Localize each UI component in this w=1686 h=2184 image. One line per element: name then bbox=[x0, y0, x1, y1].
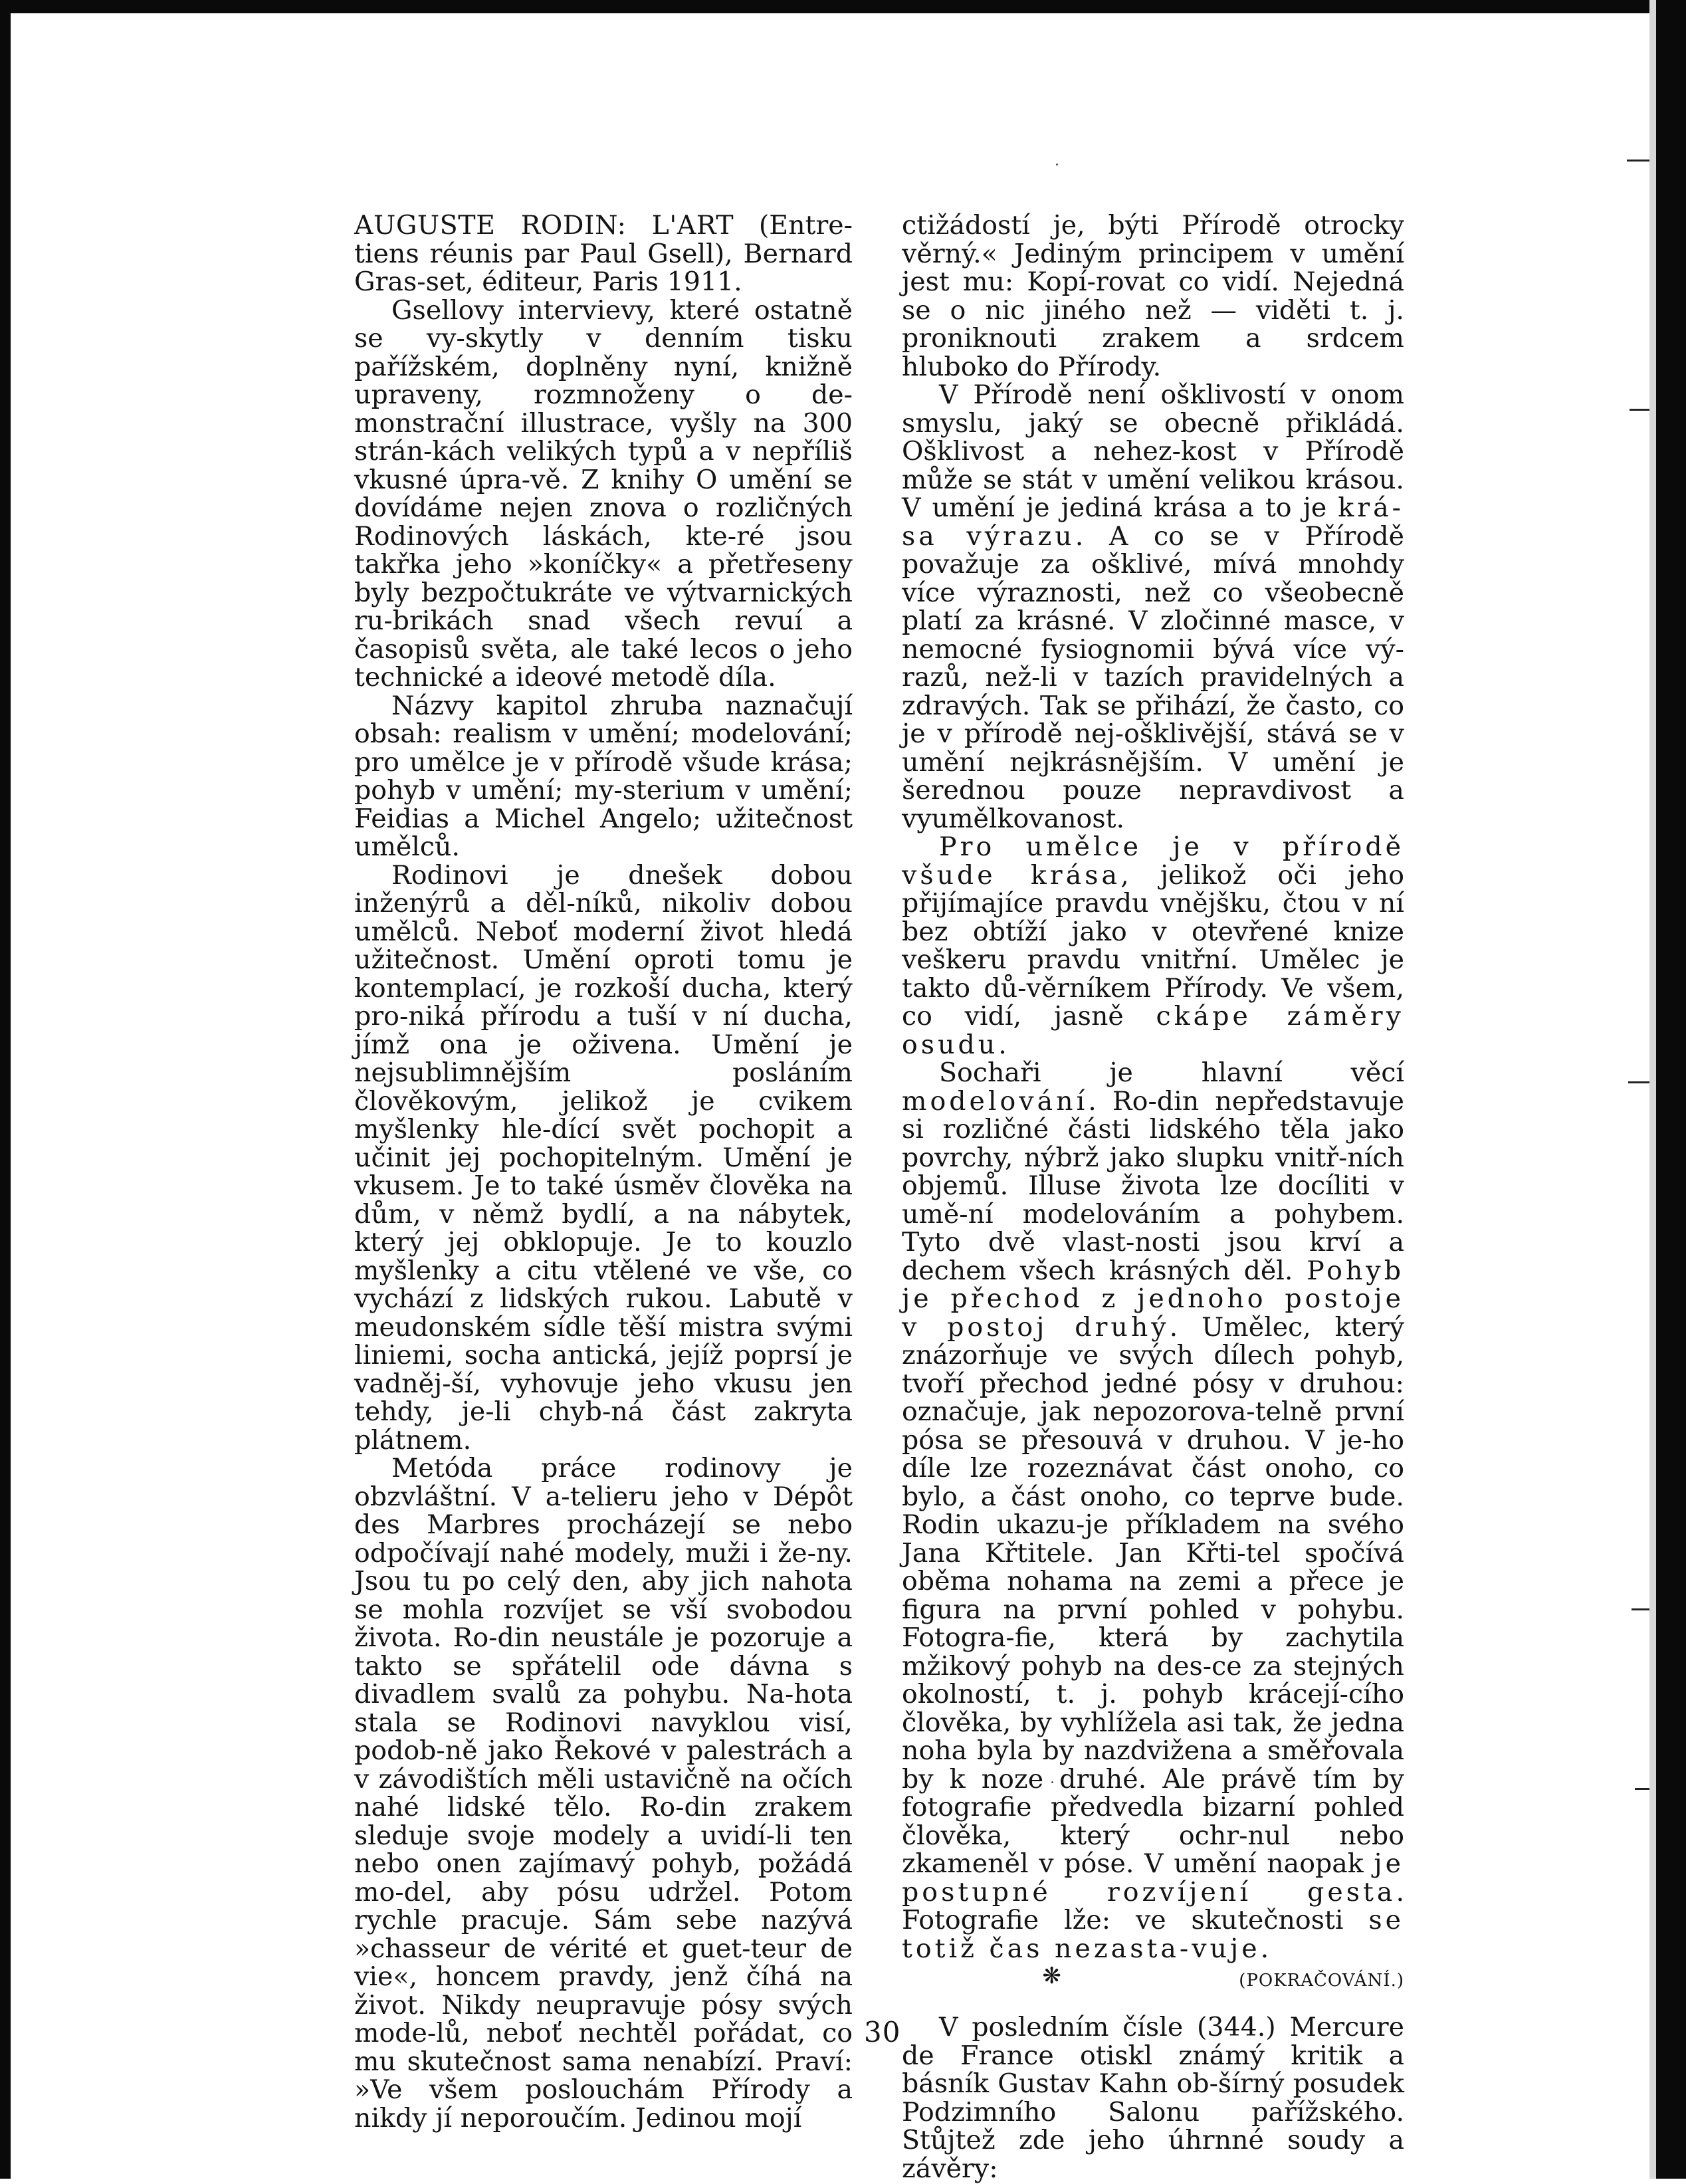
text-run: . bbox=[1260, 1933, 1269, 1964]
emphasis-spaced: Pro umělce je v přírodě všude krása bbox=[902, 831, 1404, 891]
text-run: . Ro-din nepředstavuje si rozličné části lidského těla jako povrchy, nýbrž jako slupku vnitř-ních objemů. Illuse života lze docíliti v umě-ní modelováním a pohybem. Tyto dvě vlast-nosti jsou krví a dechem všech krásných děl. bbox=[902, 1085, 1404, 1286]
edge-mark bbox=[1628, 1081, 1649, 1083]
edge-mark bbox=[1632, 1608, 1649, 1610]
emphasis-spaced: krá-sa výrazu bbox=[902, 492, 1404, 552]
emphasis-spaced: modelování bbox=[902, 1085, 1089, 1117]
emphasis-spaced: se totiž čas nezasta-vuje bbox=[902, 1905, 1404, 1964]
emphasis-spaced: Pohyb je přechod z jednoho postoje v postoj druhý bbox=[902, 1255, 1404, 1343]
paragraph: V posledním čísle (344.) Mercure de France otiskl známý kritik a básník Gustav Kahn ob-šírný posudek Podzimního Salonu pařížského. Stůjtež zde jeho úhrnné soudy a závěry: bbox=[902, 2012, 1404, 2184]
continued-label: (POKRAČOVÁNÍ.) bbox=[1239, 1971, 1404, 1991]
paragraph: ctižádostí je, býti Přírodě otrocky věrný.« Jediným principem v umění jest mu: Kopí-rovat co vidí. Nejedná se o nic jiného než — viděti t. j. proniknouti zrakem a srdcem hluboko do Přírody. bbox=[902, 210, 1404, 382]
paragraph bbox=[902, 381, 1404, 833]
article-title: AUGUSTE RODIN: L'ART bbox=[354, 210, 734, 241]
emphasis-spaced: je postupné rozvíjení gesta bbox=[902, 1848, 1404, 1908]
scan-border-left bbox=[0, 0, 11, 2179]
emphasis-spaced: ckápe záměry osudu bbox=[902, 1001, 1404, 1060]
text-run: , jelikož oči jeho přijímajíce pravdu vnějšku, čtou v ní bez obtíží jako v otevřené knize veškeru pravdu vnitřní. Umělec je takto dů-věrníkem Přírody. Ve všem, co vidí, jasně bbox=[902, 859, 1404, 1032]
paragraph: Gsellovy intervievy, které ostatně se vy-skytly v denním tisku pařížském, doplněny nyní, knižně upraveny, rozmnoženy o de-monstrační illustrace, vyšly na 300 strán-kách velikých typů a v nepříliš vkusné úpra-vě. Z knihy O umění se dovídáme nejen znova o rozličných Rodinových láskách, kte-ré jsou takřka jeho »koníčky« a přetřeseny byly bezpočtukráte ve výtvarnických ru-brikách snad všech revuí a časopisů světa, ale také lecos o jeho technické a ideové metodě díla. bbox=[354, 294, 853, 693]
edge-mark bbox=[1627, 160, 1649, 162]
left-column bbox=[354, 211, 853, 2132]
text-run: V Přírodě není ošklivostí v onom smyslu, jaký se obecně přikládá. Ošklivost a nehez-kost v Přírodě může se stát v umění velikou krásou. V umění je jediná krása a to je bbox=[902, 380, 1404, 523]
edge-mark bbox=[1630, 409, 1649, 411]
page-number: 30 bbox=[864, 2016, 901, 2048]
asterism-divider: ❋ bbox=[1042, 1963, 1061, 1989]
paragraph: Metóda práce rodinovy je obzvláštní. V a-telieru jeho v Dépôt des Marbres procházejí se nebo odpočívají nahé modely, muži i že-ny. Jsou tu po celý den, aby jich nahota se mohla rozvíjet se vší svobodou života. Ro-din neustále je pozoruje a takto se spřátelil ode dávna s divadlem svalů za pohybu. Na-hota stala se Rodinovi navyklou visí, podob-ně jako Řekové v palestrách a v závodištích měli ustavičně na očích nahé lidské tělo. Ro-din zrakem sleduje svoje modely a uvidí-li ten nebo onen zajímavý pohyb, požádá mo-del, aby pósu udržel. Potom rychle pracuje. Sám sebe nazývá »chasseur de vérité et guet-teur de vie«, honcem pravdy, jenž číhá na život. Nikdy neupravuje pósy svých mode-lů, neboť nechtěl pořádat, co mu skutečnost sama nenabízí. Praví: »Ve všem poslouchám Přírody a nikdy jí neporoučím. Jedinou mojí bbox=[354, 1453, 853, 2133]
page-edge-shadow bbox=[1649, 0, 1656, 2179]
text-run: . Umělec, který znázorňuje ve svých dílech pohyb, tvoří přechod jedné pósy v druhou: označuje, jak nepozorova-telně první pósa se přesouvá v druhou. V je-ho díle lze rozeznávat část onoho, co bylo, a část onoho, co teprve bude. Rodin ukazu-je příkladem na svého Jana Křtitele. Jan Křti-tel spočívá oběma nohama na zemi a přece je figura na první pohled v pohybu. Fotogra-fie, která by zachytila mžikový pohyb na des-ce za stejných okolností, t. j. pohyb krácejí-cího člověka, by vyhlížela asi tak, že jedna noha byla by nazdvižena a směřovala by k noze druhé. Ale právě tím by fotografie předvedla bizarní pohled člověka, který ochr-nul nebo zkameněl v póse. V umění naopak bbox=[902, 1311, 1405, 1879]
scan-speck bbox=[1056, 164, 1058, 165]
text-run: . A co se v Přírodě považuje za ošklivé, mívá mnohdy více výraznosti, než co všeobecně platí za krásné. V zločinné masce, v nemocné fysiognomii bývá více vý-razů, než-li v tazích pravidelných a zdravých. Tak se přihází, že často, co je v přírodě nej-ošklivější, stává se v umění nejkrásnějším. V umění je šerednou pouze nepravdivost a vyumělkovanost. bbox=[902, 520, 1404, 834]
article-citation: (Entre-tiens réunis par Paul Gsell), Bernard Gras-set, éditeur, Paris 1911. bbox=[354, 210, 853, 297]
text-run: . Fotografie lže: ve skutečnosti bbox=[902, 1876, 1404, 1935]
scan-border-top bbox=[0, 0, 1686, 13]
right-column bbox=[902, 211, 1404, 2183]
edge-mark bbox=[1635, 1788, 1649, 1790]
scan-border-right bbox=[1656, 0, 1686, 2179]
text-run: . bbox=[998, 1029, 1007, 1060]
paragraph: Názvy kapitol zhruba naznačují obsah: realism v umění; modelování; pro umělce je v přírodě všude krása; pohyb v umění; my-sterium v umění; Feidias a Michel Angelo; užitečnost umělců. bbox=[354, 690, 853, 862]
article-intro bbox=[354, 211, 853, 296]
paragraph: Rodinovi je dnešek dobou inženýrů a děl-níků, nikoliv dobou umělců. Neboť moderní život hledá užitečnost. Umění oproti tomu je kontemplací, je rozkoší ducha, který pro-niká přírodu a tuší v ní ducha, jímž ona je oživena. Umění je nejsublimnějším posláním člověkovým, jelikož je cvikem myšlenky hle-dící svět pochopit a učinit jej pochopitelným. Umění je vkusem. Je to také úsměv člověka na dům, v němž bydlí, a na nábytek, který jej obklopuje. Je to kouzlo myšlenky a citu vtělené ve vše, co vychází z lidských rukou. Labutě v meudonském sídle těší mistra svými liniemi, socha antická, jejíž poprsí je vadněj-ší, vyhovuje jeho vkusu jen tehdy, je-li chyb-ná část zakryta plátnem. bbox=[354, 859, 853, 1456]
paragraph bbox=[902, 1057, 1405, 1991]
text-run: Sochaři je hlavní věcí bbox=[939, 1057, 1404, 1088]
paragraph bbox=[902, 833, 1404, 1059]
